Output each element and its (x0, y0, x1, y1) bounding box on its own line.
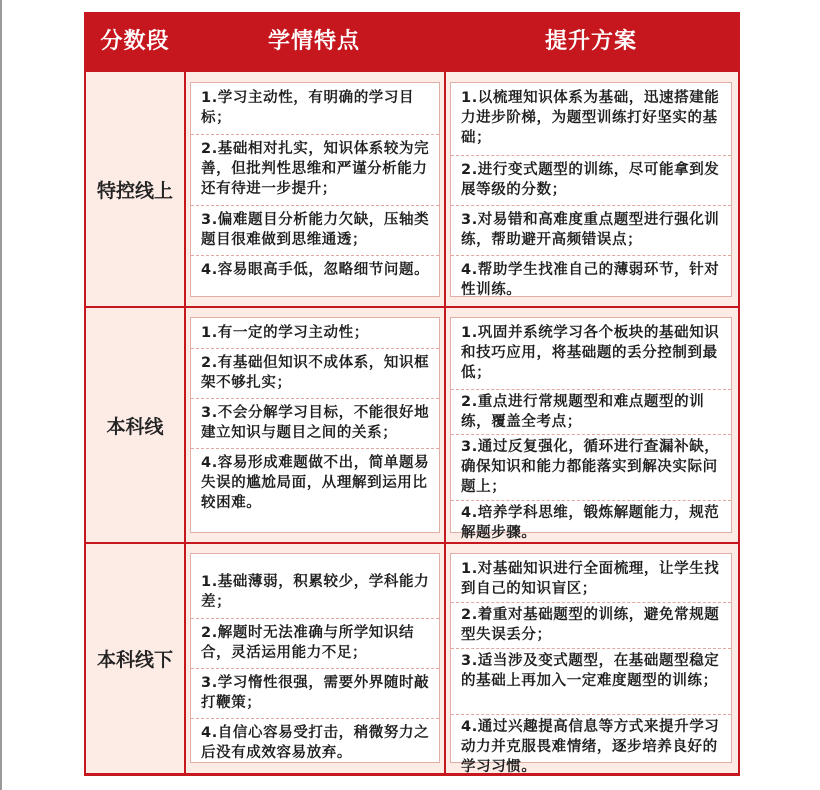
plan-item: 4.通过兴趣提高信息等方式来提升学习动力并克服畏难情绪，逐步培养良好的学习习惯。 (461, 719, 720, 775)
column-divider (444, 72, 446, 773)
plan-item: 4.培养学科思维，锻炼解题能力，规范解题步骤。 (461, 505, 720, 541)
feature-item: 1.基础薄弱，积累较少，学科能力差； (201, 574, 430, 610)
plan-item: 2.着重对基础题型的训练，避免常规题型失误丢分； (461, 607, 720, 643)
header-plans: 提升方案 (544, 29, 637, 54)
plan-item: 3.通过反复强化，循环进行查漏补缺，确保知识和能力都能落实到解决实际问题上； (461, 439, 720, 495)
feature-item: 1.有一定的学习主动性； (201, 325, 369, 341)
feature-item: 4.容易形成难题做不出，简单题易失误的尴尬局面，从理解到运用比较困难。 (201, 455, 430, 511)
divider (451, 389, 731, 390)
feature-item: 2.解题时无法准确与所学知识结合，灵活运用能力不足； (201, 625, 415, 661)
divider (191, 448, 439, 449)
column-divider (184, 72, 186, 773)
divider (451, 434, 731, 435)
header-score-band: 分数段 (100, 29, 170, 54)
divider (451, 255, 731, 256)
plan-item: 3.适当涉及变式题型，在基础题型稳定的基础上再加入一定难度题型的训练； (461, 653, 720, 689)
page-left-edge (0, 0, 2, 790)
divider (451, 714, 731, 715)
features-cell (190, 553, 440, 763)
plans-cell (450, 82, 732, 297)
header-features: 学情特点 (267, 29, 360, 54)
plans-cell (450, 553, 732, 775)
score-band-table (84, 12, 740, 776)
divider (191, 348, 439, 349)
row-label: 本科线 (106, 415, 164, 438)
divider (191, 718, 439, 719)
row-label: 特控线上 (96, 180, 173, 202)
divider (191, 205, 439, 206)
feature-item: 3.学习惰性很强，需要外界随时敲打鞭策； (201, 675, 430, 711)
plan-item: 2.进行变式题型的训练，尽可能拿到发展等级的分数； (461, 162, 720, 198)
divider (451, 500, 731, 501)
plan-item: 1.对基础知识进行全面梳理，让学生找到自己的知识盲区； (461, 561, 720, 597)
features-cell (190, 82, 440, 297)
feature-item: 4.容易眼高手低，忽略细节问题。 (201, 262, 430, 278)
feature-item: 1.学习主动性，有明确的学习目标； (201, 90, 415, 126)
feature-item: 2.基础相对扎实，知识体系较为完善，但批判性思维和严谨分析能力还有待进一步提升； (201, 141, 430, 197)
row-label: 本科线下 (96, 648, 173, 671)
divider (451, 648, 731, 649)
plan-item: 1.以梳理知识体系为基础，迅速搭建能力进步阶梯，为题型训练打好坚实的基础； (461, 90, 720, 146)
divider (191, 668, 439, 669)
plan-item: 3.对易错和高难度重点题型进行强化训练，帮助避开高频错误点； (461, 212, 720, 248)
plan-item: 2.重点进行常规题型和难点题型的训练，覆盖全考点； (461, 394, 705, 430)
divider (191, 134, 439, 135)
divider (191, 255, 439, 256)
divider (451, 155, 731, 156)
feature-item: 4.自信心容易受打击，稍微努力之后没有成效容易放弃。 (201, 725, 430, 761)
divider (451, 205, 731, 206)
plans-cell (450, 317, 732, 541)
divider (191, 398, 439, 399)
table-header (86, 12, 738, 72)
features-cell (190, 317, 440, 533)
feature-item: 3.不会分解学习目标，不能很好地建立知识与题目之间的关系； (201, 405, 430, 441)
feature-item: 2.有基础但知识不成体系，知识框架不够扎实； (201, 355, 430, 391)
divider (191, 618, 439, 619)
feature-item: 3.偏难题目分析能力欠缺，压轴类题目很难做到思维通透； (201, 212, 430, 248)
plan-item: 1.巩固并系统学习各个板块的基础知识和技巧应用，将基础题的丢分控制到最低； (461, 325, 720, 381)
plan-item: 4.帮助学生找准自己的薄弱环节，针对性训练。 (461, 262, 720, 298)
divider (451, 602, 731, 603)
